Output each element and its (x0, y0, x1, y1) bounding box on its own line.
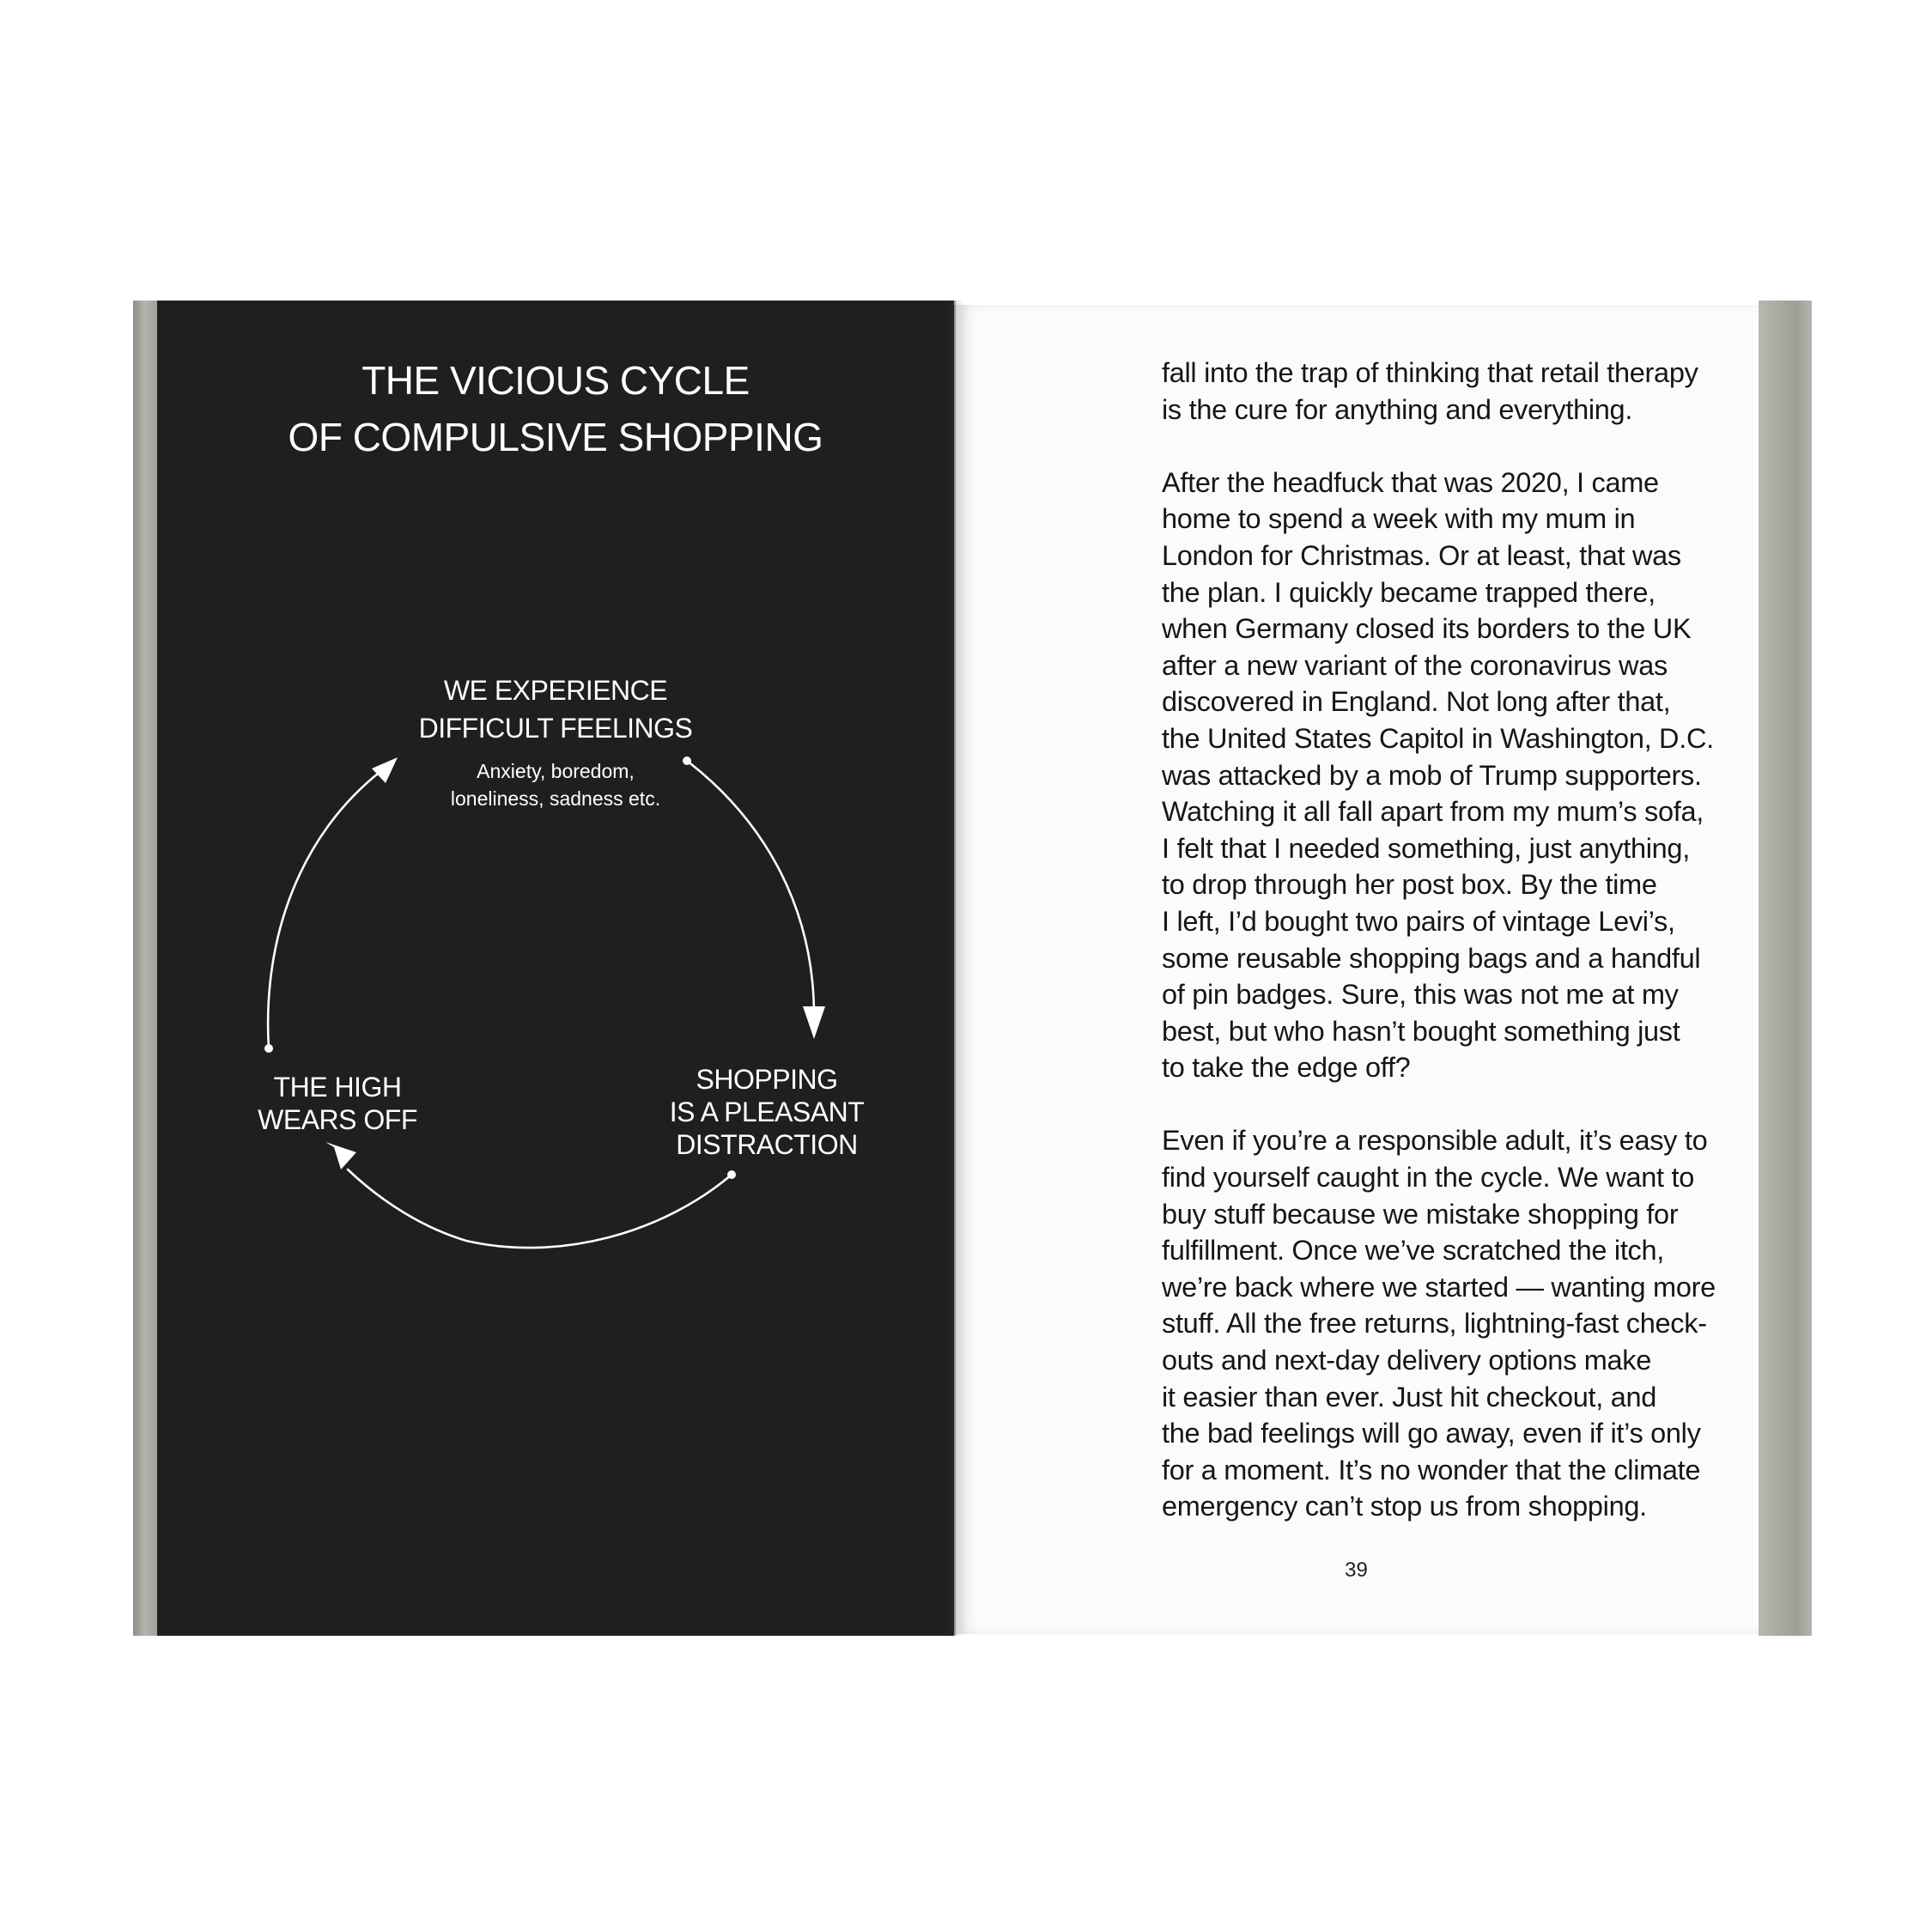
cycle-arrow-wears-off-to-feelings (268, 770, 382, 1048)
text-line: fulfillment. Once we’ve scratched the itch, (1162, 1235, 1665, 1267)
text-line: the bad feelings will go away, even if it’s only (1162, 1418, 1701, 1449)
text-line: Even if you’re a responsible adult, it’s easy to (1162, 1125, 1708, 1157)
text-line: home to spend a week with my mum in (1162, 503, 1636, 535)
text-line: the plan. I quickly became trapped there, (1162, 576, 1656, 608)
text-line: fall into the trap of thinking that retail therapy (1162, 357, 1698, 388)
text-line: After the headfuck that was 2020, I came (1162, 466, 1659, 498)
cycle-dot-wears-off (264, 1044, 273, 1053)
node-right-line-3: DISTRACTION (676, 1129, 858, 1160)
text-line: buy stuff because we mistake shopping for (1162, 1198, 1679, 1230)
text-line: stuff. All the free returns, lightning-fast check- (1162, 1308, 1707, 1340)
open-book (133, 301, 1812, 1636)
cycle-diagram (157, 301, 954, 1636)
left-page-edges (133, 301, 159, 1636)
cycle-node-high-wears-off (243, 1071, 432, 1136)
text-line: I felt that I needed something, just anything, (1162, 832, 1690, 864)
text-line: Watching it all fall apart from my mum’s sofa, (1162, 796, 1704, 828)
node-top-sub-line-2: loneliness, sadness etc. (450, 787, 661, 810)
cycle-arrow-shopping-to-wears-off (348, 1170, 732, 1248)
text-line: for a moment. It’s no wonder that the climate (1162, 1454, 1701, 1485)
text-line: after a new variant of the coronavirus was (1162, 649, 1668, 681)
text-line: of pin badges. Sure, this was not me at my (1162, 979, 1679, 1011)
cycle-dot-shopping (727, 1170, 736, 1179)
node-top-line-2: DIFFICULT FEELINGS (418, 713, 693, 744)
text-line: London for Christmas. Or at least, that was (1162, 539, 1681, 571)
text-line: best, but who hasn’t bought something just (1162, 1015, 1680, 1047)
text-line: is the cure for anything and everything. (1162, 393, 1633, 425)
text-line: find yourself caught in the cycle. We want to (1162, 1162, 1694, 1194)
text-line: emergency can’t stop us from shopping. (1162, 1491, 1647, 1522)
text-line: we’re back where we started — wanting more (1162, 1271, 1716, 1303)
node-right-line-1: SHOPPING (696, 1064, 838, 1095)
node-top-line-1: WE EXPERIENCE (443, 675, 668, 706)
text-line: to drop through her post box. By the time (1162, 869, 1657, 901)
text-line: the United States Capitol in Washington, D.C. (1162, 722, 1714, 754)
right-page-edges (1759, 301, 1812, 1636)
text-line: it easier than ever. Just hit checkout, and (1162, 1381, 1657, 1413)
arrowhead-up-icon (372, 757, 398, 783)
right-page (954, 305, 1759, 1634)
book-spine-shadow (945, 301, 964, 1636)
arrowhead-left-icon (325, 1142, 356, 1170)
cycle-arrow-feelings-to-shopping (687, 761, 814, 1018)
paragraph-gap (1162, 428, 1754, 465)
cycle-node-difficult-feelings-examples (410, 757, 702, 812)
text-line: discovered in England. Not long after that, (1162, 686, 1671, 718)
node-top-sub-line-1: Anxiety, boredom, (477, 760, 635, 782)
text-line: to take the edge off? (1162, 1052, 1411, 1084)
node-left-line-2: WEARS OFF (258, 1104, 417, 1135)
body-text (1162, 355, 1754, 1525)
paragraph-gap (1162, 1086, 1754, 1123)
text-line: outs and next-day delivery options make (1162, 1345, 1652, 1376)
text-line: when Germany closed its borders to the UK (1162, 613, 1692, 645)
text-line: was attacked by a mob of Trump supporters. (1162, 759, 1702, 791)
diagram-title-line-1: THE VICIOUS CYCLE (361, 358, 750, 403)
arrowhead-down-icon (803, 1006, 825, 1039)
text-line: some reusable shopping bags and a handful (1162, 942, 1701, 974)
node-right-line-2: IS A PLEASANT (669, 1097, 865, 1127)
node-left-line-1: THE HIGH (273, 1072, 402, 1103)
diagram-title-line-2: OF COMPULSIVE SHOPPING (288, 415, 823, 459)
cycle-node-difficult-feelings (410, 671, 702, 747)
left-page (157, 301, 954, 1636)
cycle-node-shopping-distraction (651, 1063, 883, 1161)
page-number: 39 (1345, 1558, 1368, 1582)
text-line: I left, I’d bought two pairs of vintage Levi’s, (1162, 905, 1675, 937)
